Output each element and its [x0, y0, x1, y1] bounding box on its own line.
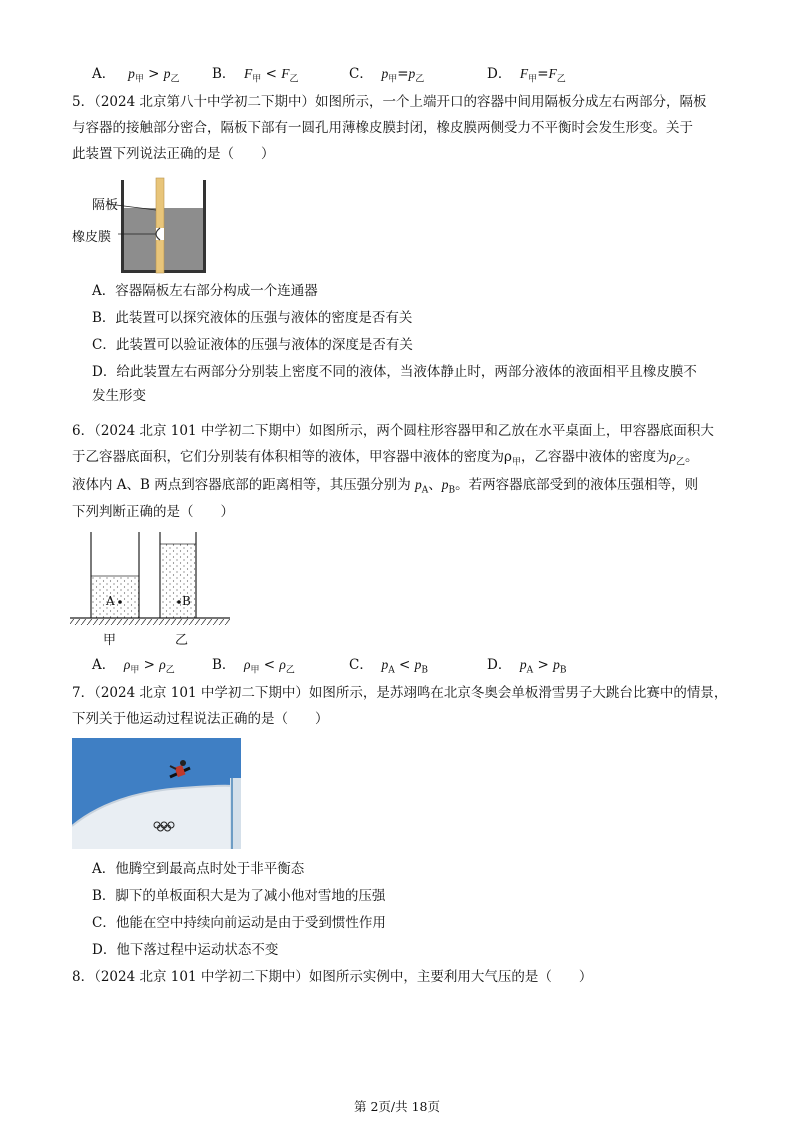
q6-option-c: C． $p_A < p_B$ — [349, 657, 428, 676]
snowboard-jump-photo — [72, 738, 241, 849]
rider-helmet — [180, 760, 186, 766]
q6-option-d: D． $p_A > p_B$ — [487, 657, 567, 676]
page-footer: 第 2页/共 18页 — [353, 1099, 441, 1114]
q7-stem-line-2: 下列关于他运动过程说法正确的是（ ） — [72, 711, 329, 727]
q7-option-d: D．他下落过程中运动状态不变 — [92, 942, 279, 958]
q4-option-d: D． $F_甲=F_乙$ — [487, 66, 566, 85]
q5-option-a: A．容器隔板左右部分构成一个连通器 — [92, 283, 318, 299]
point-a-label: A — [106, 594, 115, 608]
q5-figure-container — [72, 172, 212, 274]
q6-option-b: B． $\rho_甲 < \rho_乙$ — [212, 657, 295, 676]
q5-stem-line-2: 与容器的接触部分密合，隔板下部有一圆孔用薄橡皮膜封闭，橡皮膜两侧受力不平衡时会发生形变。关于 — [72, 120, 693, 136]
container-right-wall — [203, 180, 206, 273]
q5-stem-line-3: 此装置下列说法正确的是（ ） — [72, 146, 275, 162]
label-container-jia: 甲 — [103, 633, 117, 648]
q4-option-b: B． $F_甲 < F_乙$ — [212, 66, 299, 85]
q6-stem-line-3: 液体内 A、B 两点到容器底部的距离相等，其压强分别为 $p_A$、$p_B$。若两容器底部受到的液体压强相等，则 — [72, 477, 699, 496]
snowboard-photo-drawing — [72, 738, 241, 849]
label-membrane: 橡皮膜 — [72, 230, 112, 245]
q4-option-c: C． $p_甲=p_乙$ — [349, 66, 425, 85]
q7-option-b: B．脚下的单板面积大是为了减小他对雪地的压强 — [92, 888, 386, 904]
q4-option-a: A． $p_甲 > p_乙$ — [92, 66, 180, 85]
q6-stem-line-4: 下列判断正确的是（ ） — [72, 504, 234, 520]
point-b-label: B — [182, 594, 191, 608]
q6-figure-containers — [70, 528, 240, 650]
point-a-dot — [118, 600, 122, 604]
q7-option-a: A．他腾空到最高点时处于非平衡态 — [92, 861, 305, 877]
q8-stem-line-1: 8．（2024 北京 101 中学初二下期中）如图所示实例中，主要利用大气压的是（ ） — [72, 969, 593, 985]
q7-option-c: C．他能在空中持续向前运动是由于受到惯性作用 — [92, 915, 386, 931]
partition-board — [156, 178, 164, 273]
container-jia-liquid — [91, 576, 139, 618]
q5-option-c: C．此装置可以验证液体的压强与液体的深度是否有关 — [92, 337, 413, 353]
table-hatching — [70, 619, 230, 625]
q6-stem-line-1: 6．（2024 北京 101 中学初二下期中）如图所示，两个圆柱形容器甲和乙放在水平桌面上，甲容器底面积大 — [72, 423, 714, 439]
point-b-dot — [177, 600, 181, 604]
q6-stem-line-2: 于乙容器底面积，它们分别装有体积相等的液体，甲容器中液体的密度为$\rho_甲$，乙容器中液体的密度为$\rho_乙$。 — [72, 449, 699, 468]
q6-option-a: A． $\rho_甲 > \rho_乙$ — [92, 657, 175, 676]
q5-option-d-line-2: 发生形变 — [92, 388, 146, 404]
container-partition-diagram — [72, 172, 212, 274]
container-left-wall — [121, 180, 124, 273]
q5-option-b: B．此装置可以探究液体的压强与液体的密度是否有关 — [92, 310, 413, 326]
left-liquid — [123, 214, 157, 272]
q7-stem-line-1: 7．（2024 北京 101 中学初二下期中）如图所示，是苏翊鸣在北京冬奥会单板滑雪男子大跳台比赛中的情景， — [72, 685, 728, 701]
label-partition: 隔板 — [92, 198, 119, 213]
label-container-yi: 乙 — [175, 633, 189, 648]
two-containers-diagram — [70, 528, 240, 650]
q5-stem-line-1: 5．（2024 北京第八十中学初二下期中）如图所示，一个上端开口的容器中间用隔板分成左右两部分，隔板 — [72, 94, 707, 110]
q5-option-d-line-1: D．给此装置左右两部分分别装上密度不同的液体，当液体静止时，两部分液体的液面相平且橡皮膜不 — [92, 364, 697, 380]
